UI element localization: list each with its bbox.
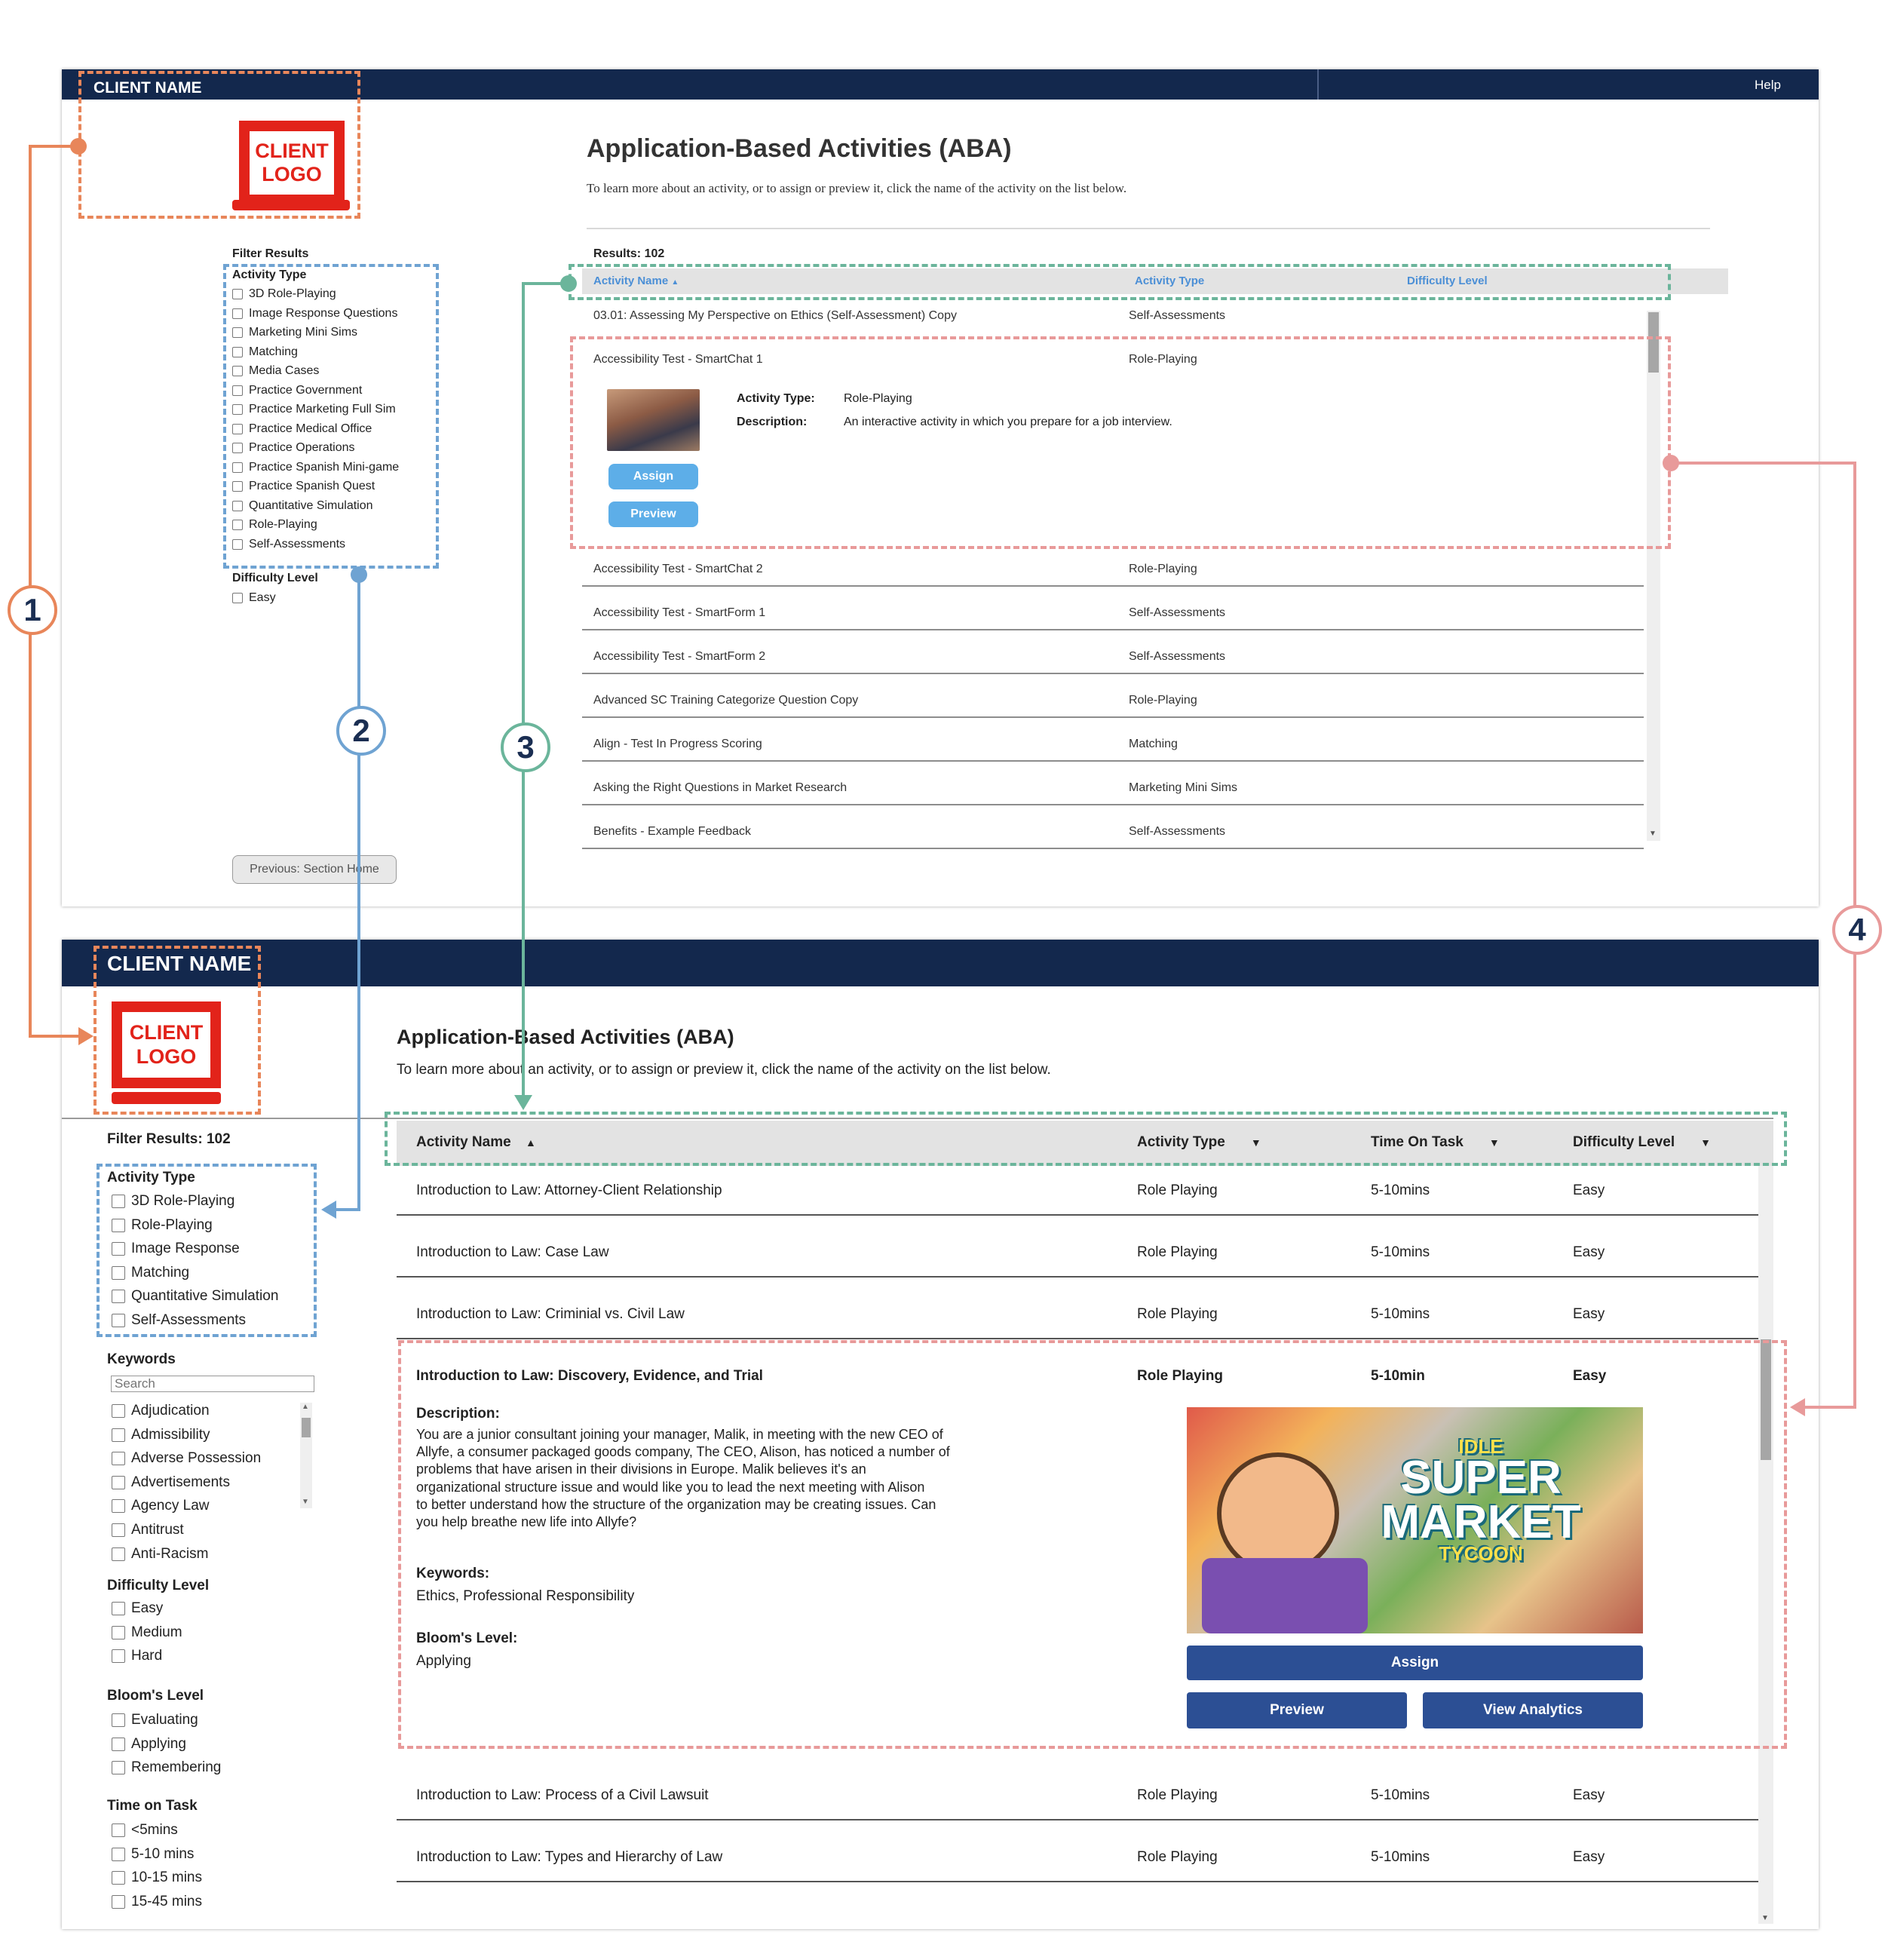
- description-line: problems that have arisen in their divisions in Europe. Malik believes it's an: [416, 1462, 866, 1477]
- annotation-marker-1: 1: [8, 585, 57, 635]
- game-line-tycoon: TYCOON: [1439, 1542, 1523, 1566]
- connector-2: [332, 575, 359, 1210]
- time-on-task-cell: 5-10mins: [1371, 1182, 1430, 1198]
- checkbox-label: 3D Role-Playing: [249, 287, 336, 300]
- activity-name-link[interactable]: Accessibility Test - SmartForm 1: [593, 606, 766, 619]
- checkbox-label: Practice Operations: [249, 441, 355, 454]
- game-line-idle: IDLE: [1458, 1435, 1503, 1458]
- activity-type-cell: Self-Assessments: [1129, 825, 1226, 838]
- annotation-marker-3: 3: [501, 722, 550, 772]
- activity-name-link[interactable]: 03.01: Assessing My Perspective on Ethics (Self-Assessment) Copy: [593, 309, 957, 322]
- old-detail-type-label: Activity Type:: [737, 392, 815, 405]
- difficulty-cell: Easy: [1573, 1244, 1605, 1260]
- activity-name-link[interactable]: Align - Test In Progress Scoring: [593, 738, 762, 750]
- old-activity-type-label: Activity Type: [232, 268, 307, 281]
- connector-1-arrow: [78, 1027, 93, 1045]
- activity-name-link[interactable]: Introduction to Law: Types and Hierarchy of Law: [416, 1849, 723, 1865]
- old-filter-title: Filter Results: [232, 247, 309, 260]
- checkbox-label: Self-Assessments: [249, 537, 346, 551]
- difficulty-cell: Easy: [1573, 1306, 1605, 1322]
- description-line: to better understand how the structure of the organization may be creating issues. Can: [416, 1496, 936, 1512]
- checkbox-label: Practice Government: [249, 383, 363, 397]
- new-col-activity-name-label: Activity Name: [416, 1134, 511, 1150]
- connector-2-start-dot: [351, 566, 367, 583]
- checkbox-label: Practice Spanish Quest: [249, 480, 375, 492]
- checkbox-label: Advertisements: [131, 1474, 230, 1490]
- new-kw-value: Ethics, Professional Responsibility: [416, 1588, 635, 1604]
- checkbox-label: Anti-Racism: [131, 1545, 209, 1562]
- activity-type-cell: Role Playing: [1137, 1849, 1218, 1865]
- old-col-activity-type[interactable]: Activity Type: [1135, 275, 1205, 287]
- new-col-activity-type-label: Activity Type: [1137, 1134, 1225, 1150]
- activity-name-link[interactable]: Accessibility Test - SmartChat 1: [593, 353, 763, 366]
- checkbox-label: Applying: [131, 1735, 186, 1752]
- checkbox-label: <5mins: [131, 1822, 178, 1838]
- new-table-scroll-down-arrow[interactable]: ▼: [1761, 1914, 1769, 1922]
- activity-name-link[interactable]: Introduction to Law: Process of a Civil Lawsuit: [416, 1787, 709, 1803]
- new-preview-button[interactable]: Preview: [1187, 1692, 1407, 1728]
- activity-type-cell: Self-Assessments: [1129, 606, 1226, 619]
- activity-type-cell: Role-Playing: [1129, 353, 1197, 366]
- checkbox-label: Image Response: [131, 1241, 240, 1257]
- new-client-name: CLIENT NAME: [107, 952, 252, 975]
- time-on-task-cell: 5-10mins: [1371, 1244, 1430, 1260]
- activity-name-link[interactable]: Accessibility Test - SmartForm 2: [593, 650, 766, 663]
- new-logo-line2: LOGO: [136, 1044, 197, 1068]
- new-bloom-label: Bloom's Level:: [416, 1630, 518, 1646]
- checkbox-label: 5-10 mins: [131, 1845, 195, 1862]
- new-difficulty-label: Difficulty Level: [107, 1578, 210, 1593]
- chevron-down-icon: ▼: [1700, 1136, 1712, 1149]
- checkbox-label: Role-Playing: [249, 518, 317, 531]
- new-col-time-label: Time On Task: [1371, 1134, 1464, 1150]
- description-line: organizational structure issue and would like you to lead the next meeting with Alison: [416, 1479, 925, 1495]
- time-on-task-cell: 5-10min: [1371, 1368, 1425, 1384]
- checkbox-label: 15-45 mins: [131, 1893, 202, 1909]
- new-filter-results: Filter Results: 102: [107, 1131, 231, 1147]
- new-activity-type-label: Activity Type: [107, 1170, 195, 1186]
- checkbox-label: Practice Medical Office: [249, 422, 372, 435]
- old-detail-desc-label: Description:: [737, 416, 808, 428]
- new-page-title: Application-Based Activities (ABA): [397, 1026, 734, 1048]
- connector-4: [1671, 463, 1855, 1407]
- new-blooms-label: Bloom's Level: [107, 1688, 204, 1704]
- checkbox-label: Practice Spanish Mini-game: [249, 460, 400, 474]
- old-results-count: Results: 102: [593, 247, 665, 260]
- new-assign-button[interactable]: Assign: [1187, 1646, 1643, 1680]
- checkbox-label: Marketing Mini Sims: [249, 326, 358, 339]
- checkbox-label: Image Response Questions: [249, 306, 398, 320]
- activity-name-link[interactable]: Accessibility Test - SmartChat 2: [593, 563, 763, 575]
- time-on-task-cell: 5-10mins: [1371, 1306, 1430, 1322]
- activity-type-cell: Self-Assessments: [1129, 309, 1226, 322]
- checkbox-label: Evaluating: [131, 1712, 198, 1728]
- checkbox-label: Hard: [131, 1648, 163, 1664]
- old-difficulty-label: Difficulty Level: [232, 572, 318, 584]
- sort-up-icon: ▲: [525, 1136, 536, 1149]
- old-previous-label: Previous: Section Home: [250, 863, 379, 876]
- old-detail-type-value: Role-Playing: [844, 392, 912, 405]
- keywords-scroll-up-arrow[interactable]: ▲: [302, 1403, 309, 1411]
- checkbox-label: Medium: [131, 1624, 182, 1640]
- checkbox-label: Antitrust: [131, 1522, 184, 1538]
- activity-type-cell: Role Playing: [1137, 1306, 1218, 1322]
- activity-type-cell: Role Playing: [1137, 1787, 1218, 1803]
- activity-type-cell: Matching: [1129, 738, 1178, 750]
- old-intro-text: To learn more about an activity, or to assign or preview it, click the name of the activity on the list below.: [587, 181, 1127, 195]
- checkbox-label: Admissibility: [131, 1426, 210, 1443]
- new-col-difficulty-label: Difficulty Level: [1573, 1134, 1675, 1150]
- activity-name-link[interactable]: Asking the Right Questions in Market Research: [593, 781, 847, 794]
- activity-type-cell: Role Playing: [1137, 1368, 1224, 1384]
- chevron-down-icon: ▼: [1488, 1136, 1500, 1149]
- activity-type-cell: Role Playing: [1137, 1244, 1218, 1260]
- activity-type-cell: Role-Playing: [1129, 563, 1197, 575]
- connector-4-arrow: [1790, 1398, 1805, 1416]
- new-desc-label: Description:: [416, 1406, 500, 1422]
- connector-3-arrow: [514, 1095, 532, 1110]
- difficulty-cell: Easy: [1573, 1787, 1605, 1803]
- checkbox-label: Quantitative Simulation: [249, 498, 373, 512]
- annotation-marker-2: 2: [336, 706, 386, 756]
- checkbox-label: Agency Law: [131, 1498, 210, 1514]
- connector-2-arrow: [321, 1201, 336, 1219]
- activity-name-link[interactable]: Introduction to Law: Criminial vs. Civil Law: [416, 1306, 685, 1322]
- activity-name-link[interactable]: Introduction to Law: Case Law: [416, 1244, 609, 1260]
- old-scroll-down-arrow[interactable]: ▼: [1649, 830, 1657, 838]
- old-assign-button[interactable]: Assign: [608, 464, 698, 489]
- old-col-activity-name-label: Activity Name: [593, 275, 669, 287]
- difficulty-cell: Easy: [1573, 1368, 1607, 1384]
- connector-3: [523, 284, 569, 1100]
- checkbox-label: Quantitative Simulation: [131, 1288, 279, 1305]
- old-page-title: Application-Based Activities (ABA): [587, 134, 1012, 163]
- new-view-analytics-button[interactable]: View Analytics: [1423, 1692, 1643, 1728]
- new-kw-label: Keywords:: [416, 1566, 490, 1581]
- activity-type-cell: Self-Assessments: [1129, 650, 1226, 663]
- game-line-super: SUPER: [1400, 1451, 1562, 1504]
- checkbox-label: 10-15 mins: [131, 1870, 202, 1886]
- old-detail-desc-value: An interactive activity in which you prepare for a job interview.: [844, 416, 1172, 428]
- new-intro-text: To learn more about an activity, or to assign or preview it, click the name of the activity on the list below.: [397, 1062, 1051, 1078]
- checkbox-label: Adjudication: [131, 1403, 210, 1419]
- checkbox-label: Self-Assessments: [131, 1312, 247, 1328]
- checkbox-label: Matching: [131, 1264, 190, 1281]
- description-line: you help breathe new life into Allyfe?: [416, 1514, 637, 1529]
- connector-3-start-dot: [560, 275, 577, 292]
- time-on-task-cell: 5-10mins: [1371, 1787, 1430, 1803]
- new-keywords-label: Keywords: [107, 1351, 176, 1367]
- old-preview-button[interactable]: Preview: [608, 502, 698, 527]
- checkbox-label: Matching: [249, 345, 298, 358]
- checkbox-label: 3D Role-Playing: [131, 1193, 235, 1209]
- activity-name-link[interactable]: Introduction to Law: Attorney-Client Relationship: [416, 1182, 722, 1198]
- activity-name-link[interactable]: Advanced SC Training Categorize Question Copy: [593, 694, 859, 707]
- description-line: You are a junior consultant joining your manager, Malik, in meeting with the new CEO of: [416, 1427, 943, 1442]
- checkbox-label: Role-Playing: [131, 1216, 213, 1233]
- checkbox-label: Practice Marketing Full Sim: [249, 403, 396, 416]
- difficulty-cell: Easy: [1573, 1849, 1605, 1865]
- new-bloom-value: Applying: [416, 1653, 471, 1669]
- new-time-label: Time on Task: [107, 1798, 198, 1814]
- checkbox-label: Remembering: [131, 1759, 222, 1776]
- checkbox-label: Adverse Possession: [131, 1450, 262, 1467]
- activity-type-cell: Marketing Mini Sims: [1129, 781, 1238, 794]
- sort-up-icon: ▲: [671, 278, 679, 287]
- description-line: Allyfe, a consumer packaged goods company, The CEO, Alison, has noticed a number of: [416, 1444, 950, 1460]
- activity-name-link[interactable]: Introduction to Law: Discovery, Evidence, and Trial: [416, 1368, 763, 1384]
- old-help-link[interactable]: Help: [1755, 78, 1781, 92]
- activity-name-link[interactable]: Benefits - Example Feedback: [593, 825, 751, 838]
- checkbox-label: Easy: [131, 1600, 164, 1616]
- connector-4-start-dot: [1663, 455, 1679, 471]
- keywords-scroll-down-arrow[interactable]: ▼: [302, 1498, 309, 1506]
- difficulty-cell: Easy: [1573, 1182, 1605, 1198]
- old-col-difficulty[interactable]: Difficulty Level: [1407, 275, 1488, 287]
- time-on-task-cell: 5-10mins: [1371, 1849, 1430, 1865]
- game-line-market: MARKET: [1381, 1495, 1581, 1548]
- annotation-marker-4: 4: [1832, 905, 1882, 955]
- checkbox-label: Media Cases: [249, 364, 320, 377]
- old-logo-line1: CLIENT: [255, 139, 329, 162]
- checkbox-label: Easy: [249, 591, 276, 604]
- chevron-down-icon: ▼: [1250, 1136, 1261, 1149]
- old-client-name: CLIENT NAME: [93, 79, 202, 97]
- activity-type-cell: Role Playing: [1137, 1182, 1218, 1198]
- activity-type-cell: Role-Playing: [1129, 694, 1197, 707]
- connector-1-start-dot: [70, 138, 87, 155]
- old-logo-line2: LOGO: [262, 163, 322, 186]
- new-logo-line1: CLIENT: [129, 1021, 204, 1044]
